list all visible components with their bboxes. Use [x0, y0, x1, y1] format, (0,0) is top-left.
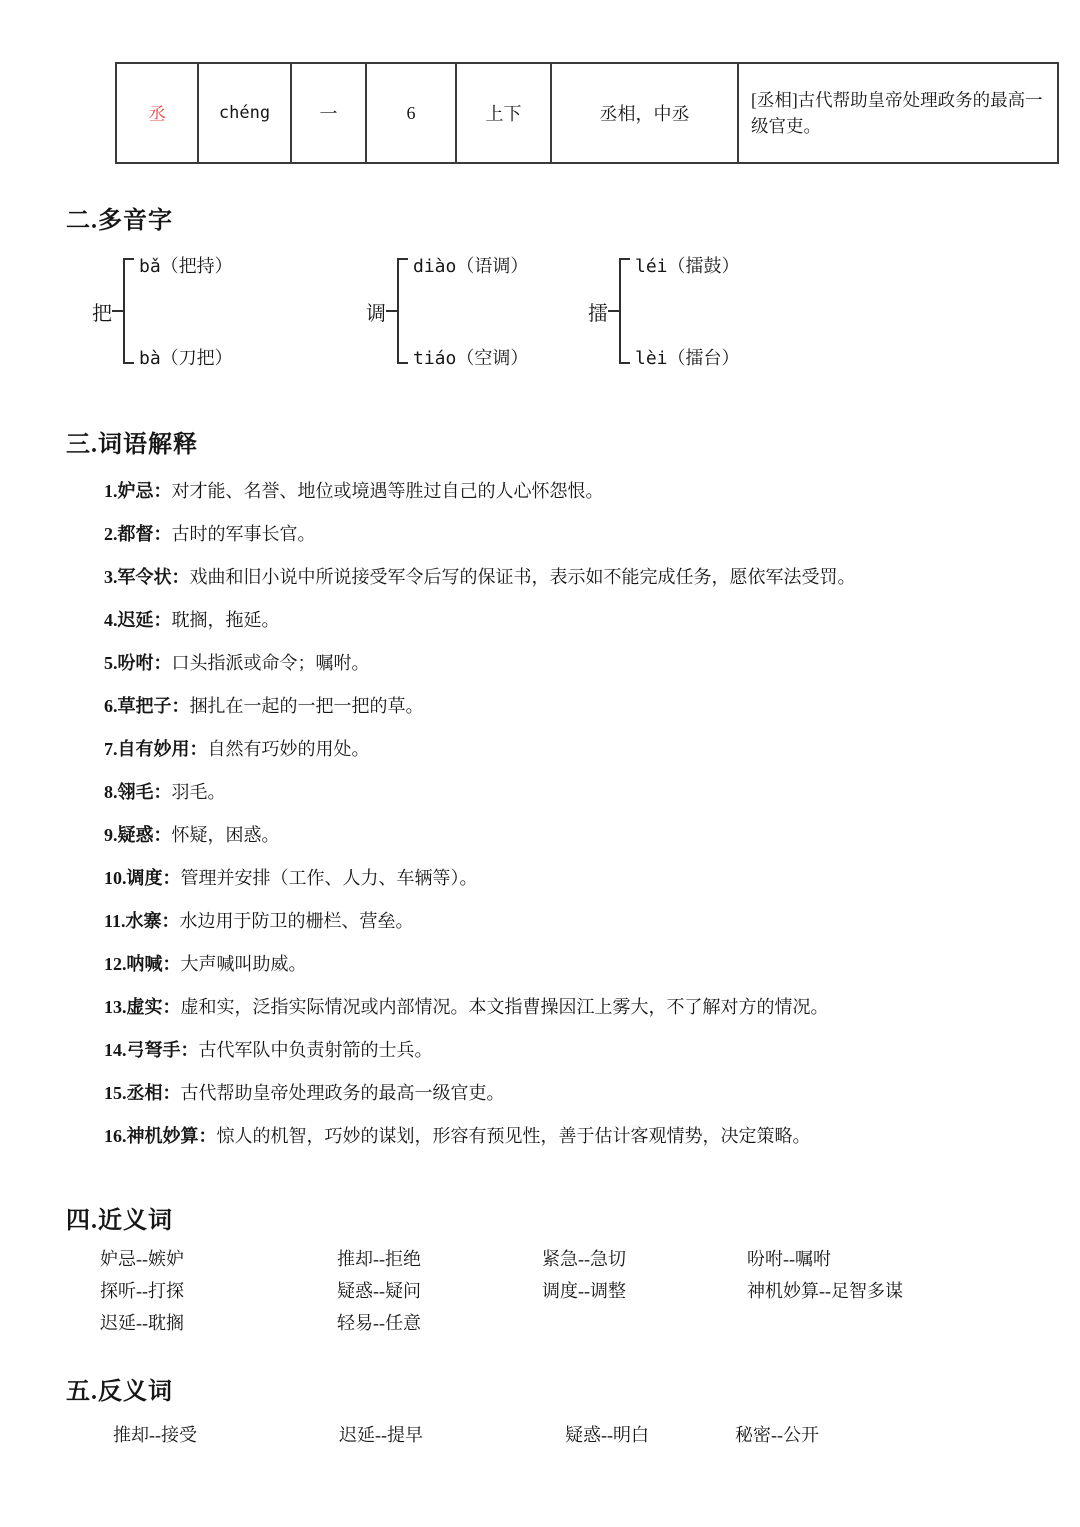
cell-definition: [丞相]古代帮助皇帝处理政务的最高一级官吏。 [738, 63, 1058, 163]
definition-text: 对才能、名誉、地位或境遇等胜过自己的人心怀怨恨。 [171, 481, 604, 501]
reading-top: diào（语调） [413, 256, 529, 277]
section-heading-antonyms: 五.反义词 [66, 1379, 173, 1405]
readings-column [139, 252, 233, 370]
definition-item [104, 869, 1059, 888]
antonym-pair: 疑惑--明白 [565, 1425, 649, 1445]
bracket-connector [608, 310, 619, 312]
definition-list [104, 482, 1059, 1170]
readings-column [635, 252, 740, 370]
bracket-connector [112, 310, 123, 312]
reading-bottom: tiáo（空调） [413, 348, 529, 369]
definition-item [104, 525, 1059, 544]
polyphonic-character: 调 [366, 302, 386, 325]
definition-item [104, 912, 1059, 931]
definition-term: 5.吩咐： [104, 653, 172, 673]
definition-item [104, 568, 1059, 587]
antonym-grid [113, 1424, 1013, 1446]
definition-term: 10.调度： [104, 868, 181, 888]
definition-text: 羽毛。 [171, 782, 226, 802]
definition-term: 9.疑惑： [104, 825, 172, 845]
definition-text: 捆扎在一起的一把一把的草。 [189, 696, 424, 716]
definition-term: 14.弓弩手： [104, 1040, 199, 1060]
definition-text: 戏曲和旧小说中所说接受军令后写的保证书，表示如不能完成任务，愿依军法受罚。 [189, 567, 856, 587]
bracket-connector [386, 310, 397, 312]
antonym-pair: 迟延--提早 [339, 1425, 423, 1445]
definition-item [104, 826, 1059, 845]
definition-item [104, 611, 1059, 630]
definition-text: 耽搁，拖延。 [171, 610, 280, 630]
definition-item [104, 482, 1059, 501]
polyphonic-group [588, 250, 740, 372]
polyphonic-group [366, 250, 528, 372]
reading-bottom: bà（刀把） [139, 348, 233, 369]
antonym-pair: 秘密--公开 [735, 1425, 819, 1445]
synonym-pair: 迟延--耽搁 [100, 1313, 184, 1333]
synonym-pair: 吩咐--嘱咐 [747, 1249, 831, 1269]
definition-term: 7.自有妙用： [104, 739, 208, 759]
definition-item [104, 998, 1059, 1017]
readings-column [413, 252, 528, 370]
reading-top: léi（擂鼓） [635, 256, 740, 277]
definition-term: 4.迟延： [104, 610, 172, 630]
synonym-pair: 妒忌--嫉妒 [100, 1249, 184, 1269]
definition-text: 大声喊叫助威。 [180, 954, 307, 974]
definition-term: 2.都督： [104, 524, 172, 544]
definition-text: 管理并安排（工作、人力、车辆等）。 [180, 868, 478, 888]
definition-term: 6.草把子： [104, 696, 190, 716]
bracket-icon [397, 258, 408, 364]
synonym-pair: 轻易--任意 [337, 1313, 421, 1333]
character-info-table [115, 62, 1059, 164]
definition-text: 虚和实，泛指实际情况或内部情况。本文指曹操因江上雾大，不了解对方的情况。 [180, 997, 829, 1017]
definition-term: 13.虚实： [104, 997, 181, 1017]
section-heading-synonyms: 四.近义词 [66, 1208, 173, 1234]
definition-term: 12.呐喊： [104, 954, 181, 974]
red-character: 丞 [148, 104, 166, 124]
synonym-pair: 探听--打探 [100, 1281, 184, 1301]
bracket-icon [619, 258, 630, 364]
polyphonic-character: 把 [92, 302, 112, 325]
polyphonic-character: 擂 [588, 302, 608, 325]
definition-term: 8.翎毛： [104, 782, 172, 802]
cell-character [116, 63, 198, 163]
synonym-pair: 推却--拒绝 [337, 1249, 421, 1269]
definition-text: 口头指派或命令；嘱咐。 [171, 653, 370, 673]
definition-item [104, 955, 1059, 974]
definition-term: 11.水寨： [104, 911, 180, 931]
definition-item [104, 1084, 1059, 1103]
definition-text: 水边用于防卫的栅栏、营垒。 [179, 911, 414, 931]
polyphonic-group [92, 250, 233, 372]
definition-item [104, 697, 1059, 716]
definition-text: 古代帮助皇帝处理政务的最高一级官吏。 [180, 1083, 505, 1103]
synonym-pair: 紧急--急切 [542, 1249, 626, 1269]
definition-term: 1.妒忌： [104, 481, 172, 501]
cell-pinyin: chéng [198, 63, 291, 163]
synonym-pair: 调度--调整 [542, 1281, 626, 1301]
definition-text: 怀疑，困惑。 [171, 825, 280, 845]
definition-item [104, 1041, 1059, 1060]
cell-structure: 上下 [456, 63, 551, 163]
definition-term: 3.军令状： [104, 567, 190, 587]
antonym-pair: 推却--接受 [113, 1425, 197, 1445]
cell-radical: 一 [291, 63, 366, 163]
definition-item [104, 654, 1059, 673]
cell-stroke-count: 6 [366, 63, 456, 163]
definition-term: 16.神机妙算： [104, 1126, 217, 1146]
definition-text: 古时的军事长官。 [171, 524, 316, 544]
table-row [116, 63, 1058, 163]
synonym-pair: 神机妙算--足智多谋 [747, 1281, 903, 1301]
reading-bottom: lèi（擂台） [635, 348, 740, 369]
cell-example-words: 丞相，中丞 [551, 63, 738, 163]
definition-item [104, 783, 1059, 802]
definition-item [104, 1127, 1059, 1146]
definition-term: 15.丞相： [104, 1083, 181, 1103]
definition-text: 惊人的机智，巧妙的谋划，形容有预见性，善于估计客观情势，决定策略。 [216, 1126, 811, 1146]
bracket-icon [123, 258, 134, 364]
definition-item [104, 740, 1059, 759]
synonym-pair: 疑惑--疑问 [337, 1281, 421, 1301]
section-heading-definitions: 三.词语解释 [66, 432, 198, 458]
definition-text: 自然有巧妙的用处。 [207, 739, 370, 759]
reading-top: bǎ（把持） [139, 256, 233, 277]
definition-text: 古代军队中负责射箭的士兵。 [198, 1040, 433, 1060]
synonym-grid [100, 1248, 1000, 1334]
section-heading-polyphonic: 二.多音字 [66, 208, 173, 234]
